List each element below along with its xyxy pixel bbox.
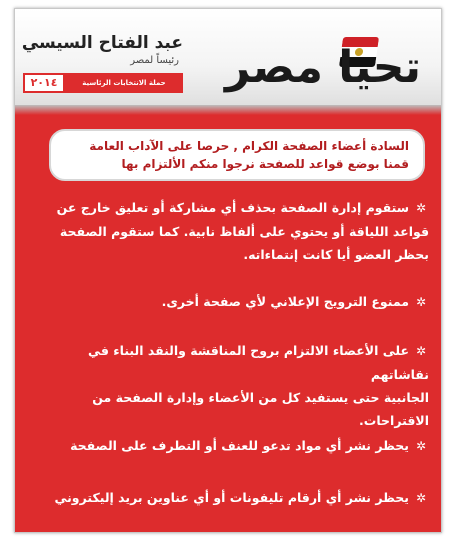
- asterisk-icon: ✲: [415, 439, 427, 453]
- candidate-subtitle: رئيساً لمصر: [130, 55, 179, 66]
- rule-item: [37, 486, 429, 510]
- rule-item: [37, 339, 429, 432]
- rule-line: ✲يحظر نشر أي مواد تدعو للعنف أو التطرف على الصفحة: [37, 434, 429, 458]
- rule-item: [37, 434, 429, 458]
- rule-line: الاقتراحات.: [359, 413, 429, 428]
- campaign-label: حملة الانتخابات الرئاسية: [65, 73, 183, 93]
- poster-header: [15, 9, 442, 112]
- rule-item: [37, 290, 429, 314]
- intro-line: قمنا بوضع قواعد للصفحة نرجوا منكم الألتزام بها: [121, 157, 409, 171]
- tahya-masr-logo: [223, 19, 423, 99]
- rule-line: ✲ممنوع الترويج الإعلاني لأي صفحة أخرى.: [37, 290, 429, 314]
- rule-line: ✲على الأعضاء الالتزام بروح المناقشة والنقد البناء في نقاشاتهم: [37, 339, 429, 386]
- asterisk-icon: ✲: [415, 344, 427, 358]
- asterisk-icon: ✲: [415, 201, 427, 215]
- campaign-year: ٢٠١٤: [23, 73, 65, 93]
- rule-line: ✲يحظر نشر أي أرقام تليفونات أو أي عناوين بريد إليكتروني: [37, 486, 429, 510]
- asterisk-icon: ✲: [415, 295, 427, 309]
- poster: [14, 8, 442, 533]
- rule-line: ✲ستقوم إدارة الصفحة بحذف أي مشاركة أو تعليق خارج عن: [37, 196, 429, 220]
- logo-text: تحيا مصر: [224, 42, 421, 93]
- rule-line: قواعد اللياقة أو يحتوي على ألفاظ نابية. كما ستقوم الصفحة: [59, 224, 429, 239]
- intro-line: السادة أعضاء الصفحة الكرام , حرصا على الآداب العامة: [89, 139, 409, 153]
- header-divider: [15, 105, 442, 115]
- asterisk-icon: ✲: [415, 491, 427, 505]
- campaign-stamp: [23, 73, 183, 93]
- candidate-name: عبد الفتاح السيسي: [21, 33, 183, 53]
- intro-box: [49, 129, 425, 181]
- rule-line: بحظر العضو أيا كانت إنتماءاته.: [243, 247, 429, 262]
- rule-line: الجانبية حتى يستفيد كل من الأعضاء وإدارة الصفحة من: [92, 390, 429, 405]
- rule-item: [37, 196, 429, 266]
